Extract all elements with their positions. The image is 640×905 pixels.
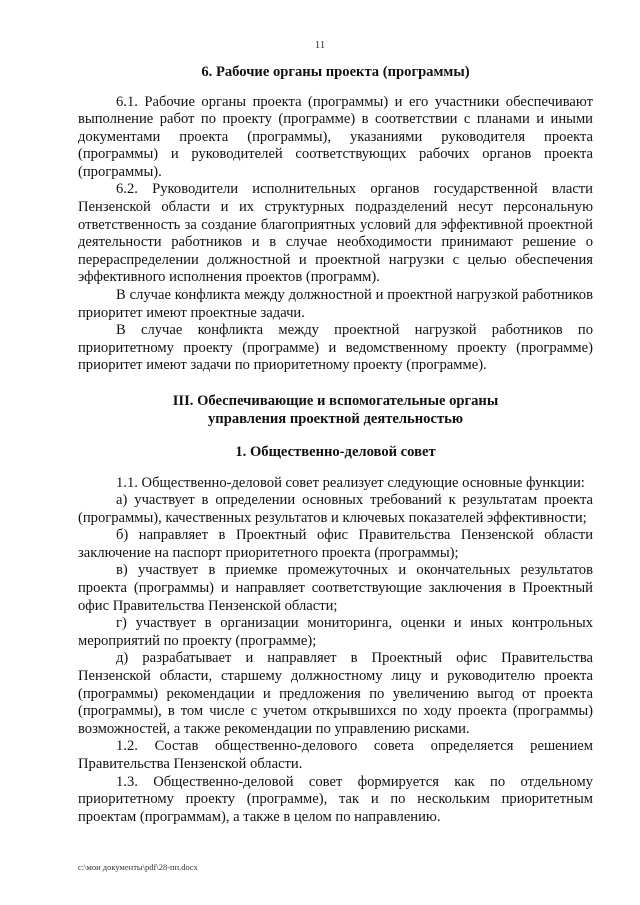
section-iii-heading-line-1: III. Обеспечивающие и вспомогательные органы [172,393,499,409]
page-number: 11 [314,39,326,51]
section-1-heading: 1. Общественно-деловой совет [235,444,436,460]
file-path-footer: c:\мои документы\pdf\28-пп.docx [78,862,198,872]
paragraph: 1.3. Общественно-деловой совет формируется как по отдельному приоритетному проекту (программе), так и по нескольким приоритетным проектам (программам), а также в целом по направлению. [78,773,593,825]
section-6-heading: 6. Рабочие органы проекта (программы) [201,64,470,80]
paragraph: 6.2. Руководители исполнительных органов государственной власти Пензенской области и их структурных подразделений несут персональную ответственность за создание благоприятных условий для эффективной проектной деятельности работников и в случае необходимости принимают решение о перераспределении должностной и проектной нагрузки с целью обеспечения эффективного исполнения проектов (программ). [78,181,593,286]
document-body [78,64,593,826]
section-iii-heading-line-2: управления проектной деятельностью [208,410,463,427]
list-item: в) участвует в приемке промежуточных и окончательных результатов проекта (программы) и направляет соответствующие заключения в Проектный офис Правительства Пензенской области; [78,562,593,614]
paragraph: 1.1. Общественно-деловой совет реализует следующие основные функции: [116,474,585,491]
paragraph: В случае конфликта между проектной нагрузкой работников по приоритетному проекту (программе) и ведомственному проекту (программе) приоритет имеют задачи по приоритетному проекту (программе). [78,322,593,374]
list-item: д) разрабатывает и направляет в Проектный офис Правительства Пензенской области, старшему должностному лицу и руководителю проекта (программы) рекомендации и предложения по увеличению выгод от проекта (программы), в том числе с учетом открывшихся по ходу проекта (программы) возможностей, а также рекомендации по управлению рисками. [78,650,593,737]
list-item: б) направляет в Проектный офис Правительства Пензенской области заключение на паспорт приоритетного проекта (программы); [78,527,593,561]
section-iii-heading [78,393,593,428]
paragraph: 6.1. Рабочие органы проекта (программы) и его участники обеспечивают выполнение работ по проекту (программе) в соответствии с планами и иными документами проекта (программы), указаниями руководителя проекта (программы) и руководителей соответствующих рабочих органов проекта (программы). [78,93,593,180]
list-item: г) участвует в организации мониторинга, оценки и иных контрольных мероприятий по проекту (программе); [78,615,593,649]
paragraph: В случае конфликта между должностной и проектной нагрузкой работников приоритет имеют проектные задачи. [78,287,593,321]
list-item: а) участвует в определении основных требований к результатам проекта (программы), качественных результатов и ключевых показателей эффективности; [78,492,593,526]
paragraph: 1.2. Состав общественно-делового совета определяется решением Правительства Пензенской области. [78,738,593,772]
